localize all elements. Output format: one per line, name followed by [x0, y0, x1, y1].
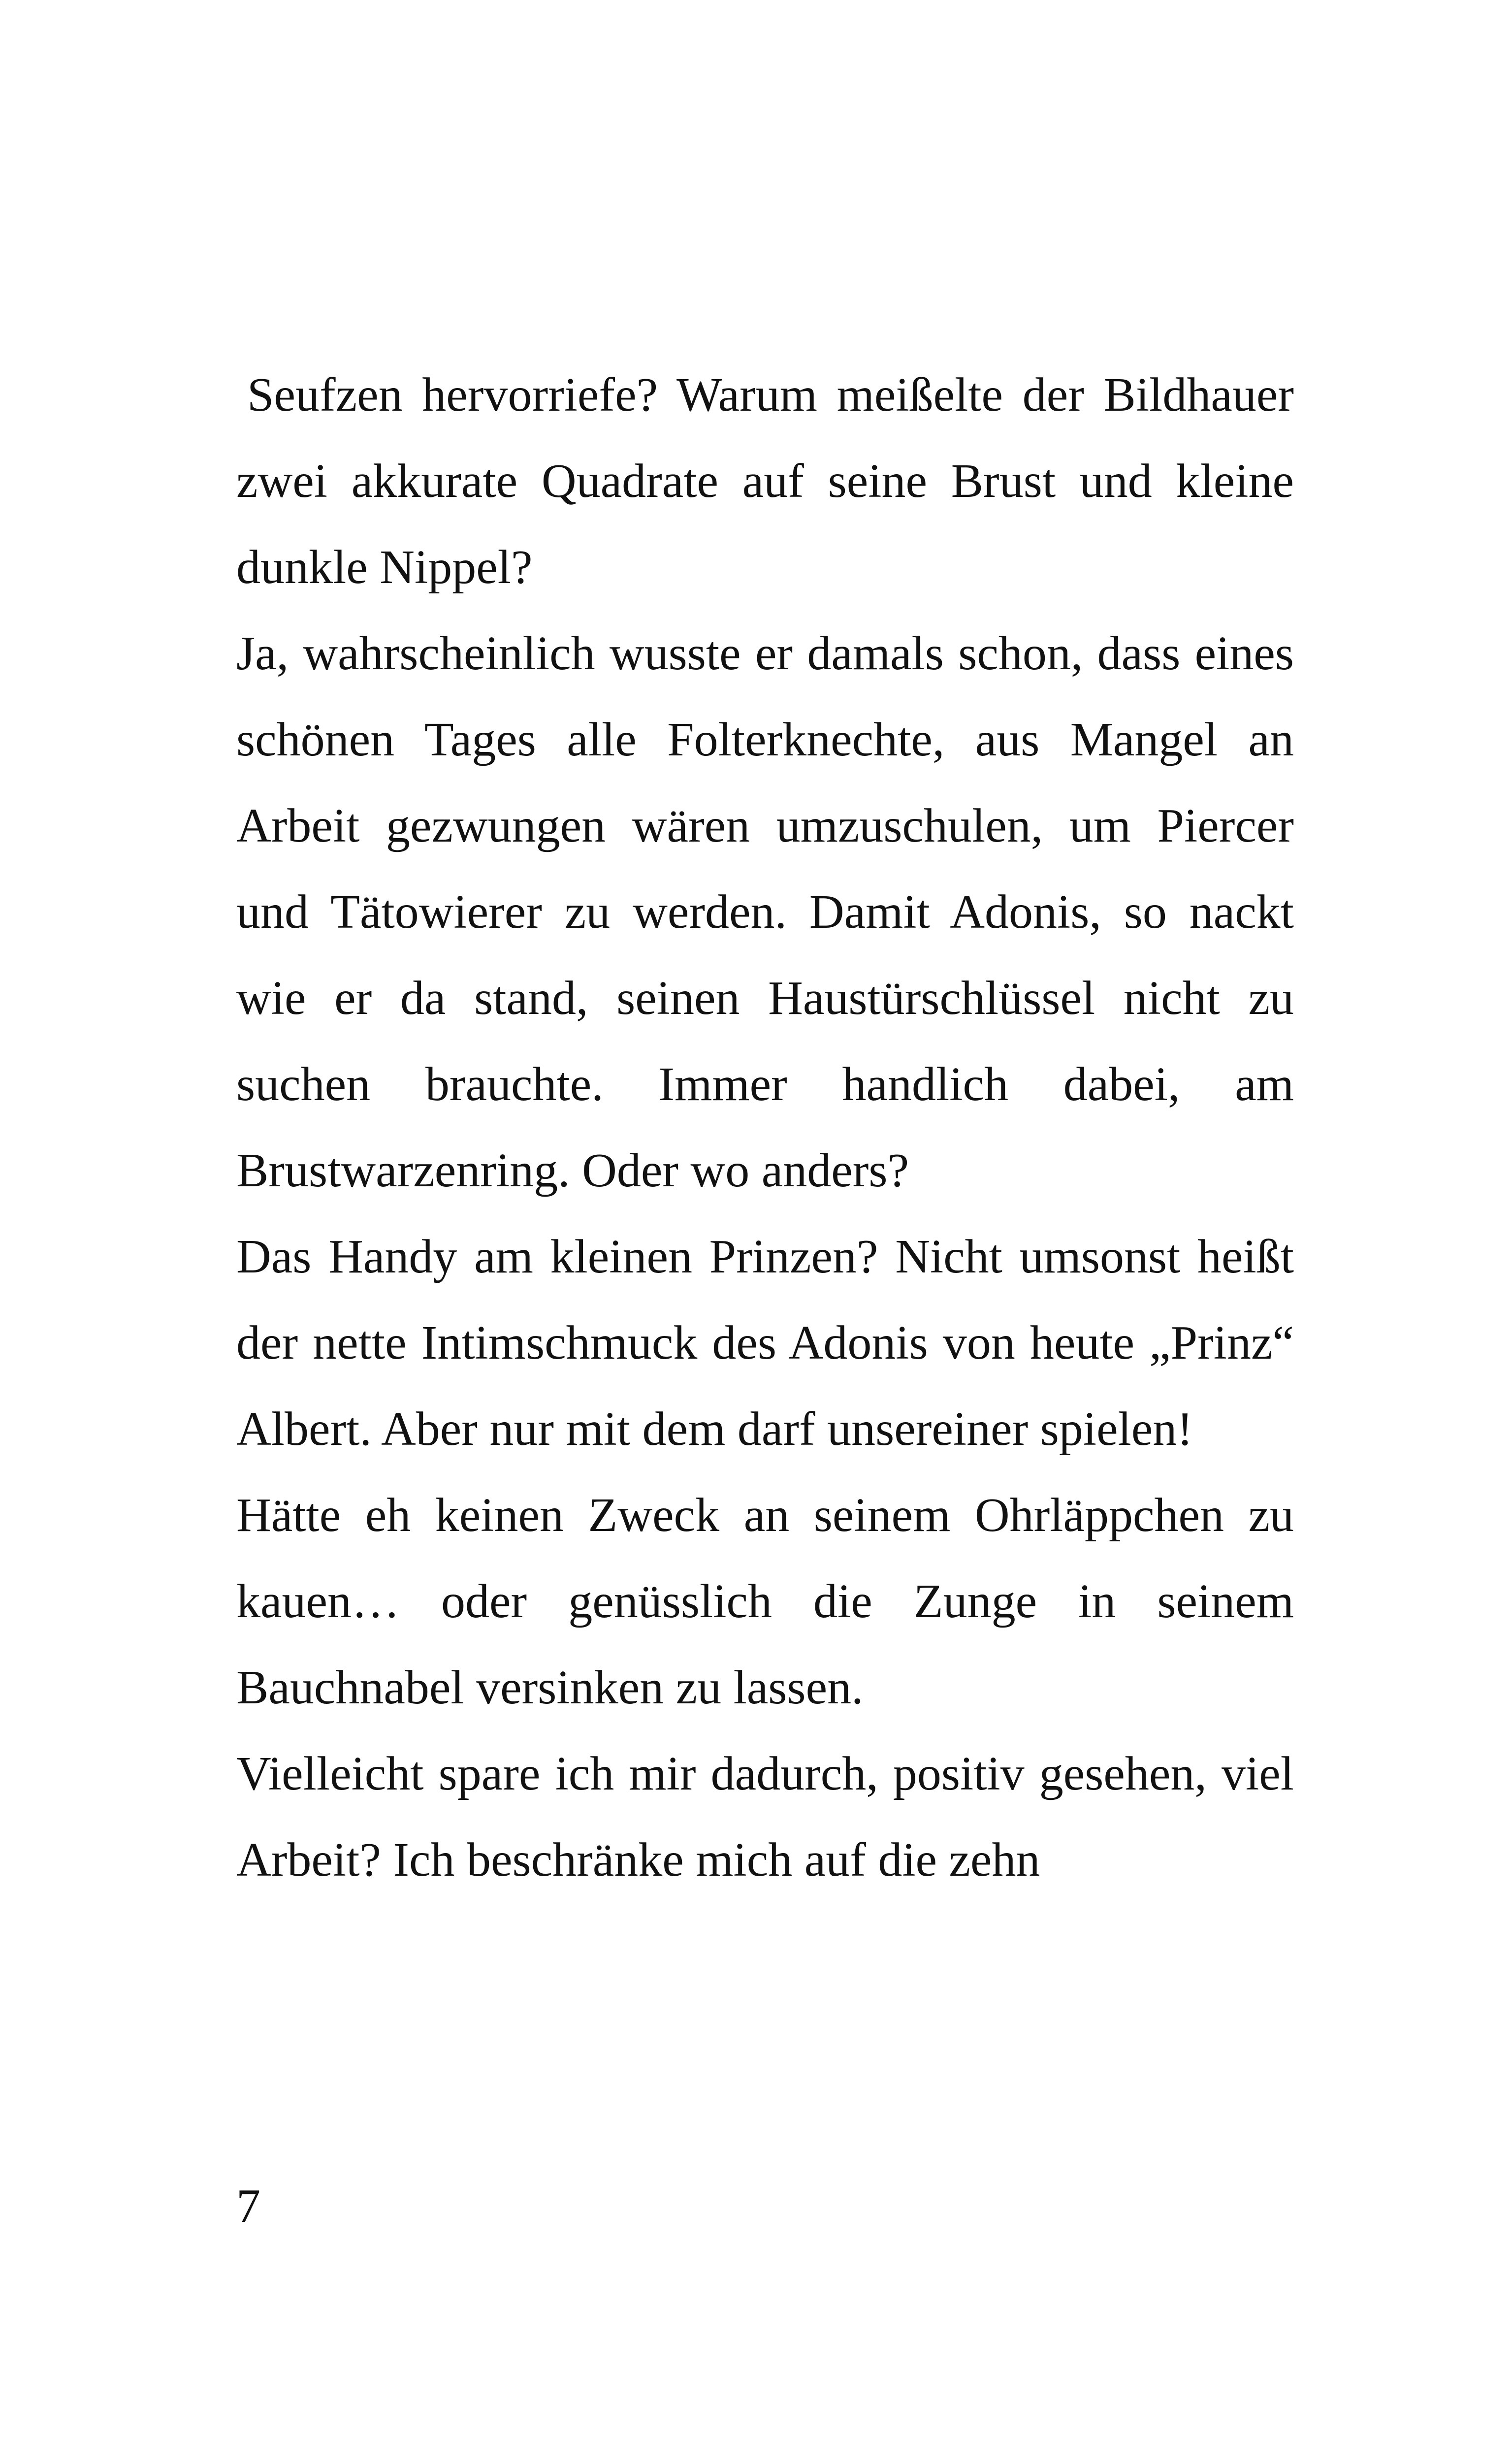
paragraph-5: Vielleicht spare ich mir dadurch, positiv gesehen, viel Arbeit? Ich beschränke mich auf die zehn — [236, 1747, 1294, 1887]
body-text — [236, 352, 1294, 1903]
paragraph-2: Ja, wahrscheinlich wusste er damals schon, dass eines schönen Tages alle Folterknechte, aus Mangel an Arbeit gezwungen wären umzuschulen, um Piercer und Tätowierer zu werden. Damit Adonis, so nackt wie er da stand, seinen Haustürschlüssel nicht zu suchen brauchte. Immer handlich dabei, am Brustwarzenring. Oder wo anders? — [236, 627, 1294, 1197]
paragraph-4: Hätte eh keinen Zweck an seinem Ohrläppchen zu kauen… oder genüsslich die Zunge in seinem Bauchnabel versinken zu lassen. — [236, 1489, 1294, 1714]
paragraph-3: Das Handy am kleinen Prinzen? Nicht umsonst heißt der nette Intimschmuck des Adonis von heute „Prinz“ Albert. Aber nur mit dem darf unsereiner spielen! — [236, 1230, 1294, 1456]
page-number: 7 — [236, 2180, 260, 2233]
paragraph-1: Seufzen hervorriefe? Warum meißelte der Bildhauer zwei akkurate Quadrate auf seine Brust und kleine dunkle Nippel? — [236, 368, 1294, 594]
